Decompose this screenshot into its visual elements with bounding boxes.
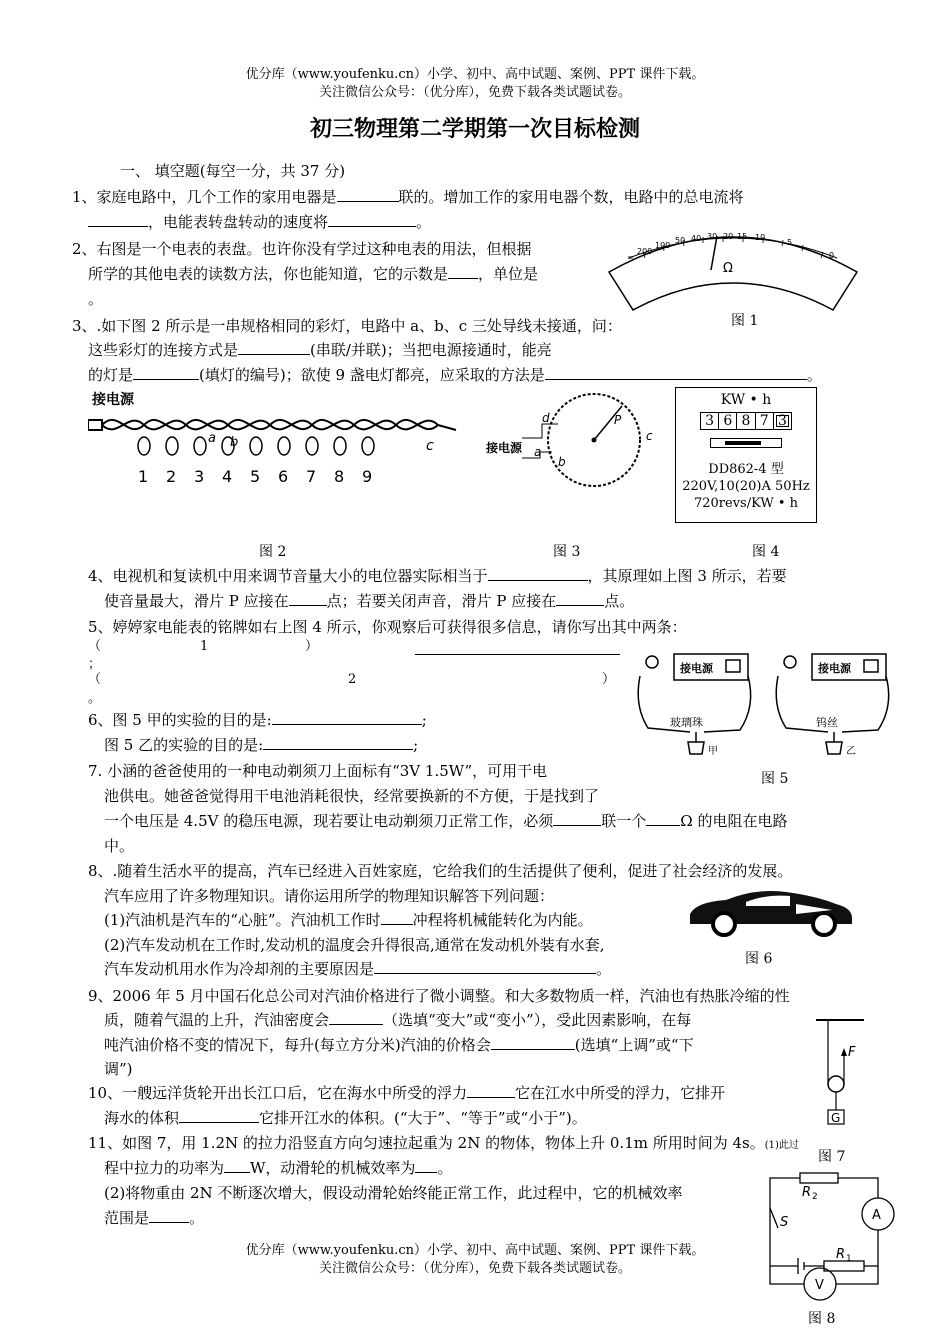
svg-text:F: F	[848, 1045, 856, 1060]
question-8-part-2-cont: 汽车发动机用水作为冷却剂的主要原因是 。	[104, 960, 612, 978]
scale-label: ∞	[627, 253, 634, 262]
light-number: 2	[166, 467, 177, 486]
question-2: 2、右图是一个电表的表盘。也许你没有学过这种电表的用法，但根据	[72, 240, 532, 258]
question-3: 3、.如下图 2 所示是一串规格相同的彩灯，电路中 a、b、c 三处导线未接通，问：	[72, 317, 622, 335]
scale-label: 100	[655, 241, 671, 250]
page-title: 初三物理第二学期第一次目标检测	[309, 116, 640, 142]
svg-text:a: a	[534, 445, 542, 459]
scale-label: 20	[723, 232, 734, 241]
svg-text:P: P	[614, 413, 622, 427]
svg-text:S: S	[780, 1215, 789, 1230]
light-number: 4	[222, 467, 233, 486]
header-line-1: 优分库（www.youfenku.cn）小学、初中、高中试题、案例、PPT 课件下载。	[245, 67, 705, 82]
figure-2-caption: 图 2	[259, 544, 287, 560]
meter-digit: 3	[701, 413, 719, 429]
scale-label: 50	[675, 236, 686, 245]
question-6-cont: 图 5 乙的实验的目的是: ;	[104, 736, 419, 754]
answer-2-paren-close: ）	[602, 672, 616, 687]
question-3-end: 的灯是 (填灯的编号)；欲使 9 盏电灯都亮，应采取的方法是 。	[88, 366, 822, 384]
answer-2-paren-open: （	[88, 672, 102, 687]
figure-1-caption: 图 1	[731, 313, 759, 329]
meter-digit: 7	[756, 413, 774, 429]
figure-1-meter	[603, 212, 863, 312]
light-number: 5	[250, 467, 261, 486]
figure-6-car	[686, 884, 856, 938]
svg-text:甲: 甲	[708, 746, 718, 757]
question-10-cont: 海水的体积 它排开江水的体积。(“大于”、“等于”或“小于”)。	[104, 1109, 587, 1127]
figure-8-circuit	[760, 1168, 900, 1310]
question-8-cont: 汽车应用了许多物理知识。请你运用所学的物理知识解答下列问题：	[104, 887, 555, 905]
question-4: 4、电视机和复读机中用来调节音量大小的电位器实际相当于 ，其原理如上图 3 所示，若要	[88, 567, 787, 585]
ohm-unit: Ω	[723, 261, 733, 276]
answer-2-end: 。	[88, 691, 102, 706]
light-number: 3	[194, 467, 205, 486]
figure-8-caption: 图 8	[808, 1311, 836, 1327]
svg-text:R: R	[836, 1247, 846, 1262]
footer-line-2: 关注微信公众号：（优分库），免费下载各类试题试卷。	[318, 1261, 631, 1276]
answer-1-number: 1	[200, 639, 209, 654]
svg-text:R: R	[802, 1185, 812, 1200]
light-number: 9	[362, 467, 373, 486]
figure-7-pulley	[808, 1014, 868, 1138]
question-9-end: 调”)	[104, 1060, 133, 1078]
svg-text:d: d	[542, 411, 550, 425]
question-11-part-2: (2)将物重由 2N 不断逐次增大，假设动滑轮始终能正常工作，此过程中，它的机械效率	[104, 1184, 683, 1202]
question-11-cont: 程中拉力的功率为 W，动滑轮的机械效率为 。	[104, 1159, 453, 1177]
question-7-cont2: 一个电压是 4.5V 的稳压电源，现若要让电动剃须刀正常工作，必须 联一个 Ω 的电阻在电路	[104, 812, 788, 830]
scale-label: 15	[737, 232, 748, 241]
answer-1-paren-close: ）	[305, 639, 319, 654]
question-6: 6、图 5 甲的实验的目的是: ;	[88, 711, 427, 729]
question-1: 1、家庭电路中，几个工作的家用电器是 联的。增加工作的家用电器个数，电路中的总电流将	[72, 188, 744, 206]
question-7: 7. 小涵的爸爸使用的一种电动剃须刀上面标有“3V 1.5W”，可用干电	[88, 762, 548, 780]
question-9-cont: 质，随着气温的上升，汽油密度会 （选填“变大”或“变小”），受此因素影响，在每	[104, 1011, 692, 1029]
question-8-part-1: (1)汽油机是汽车的“心脏”。汽油机工作时 冲程将机械能转化为内能。	[104, 911, 593, 929]
meter-digit-decimal: 3	[774, 413, 791, 429]
light-number: 7	[306, 467, 317, 486]
scale-label: 0	[829, 251, 835, 260]
svg-text:玻璃珠: 玻璃珠	[670, 716, 703, 729]
question-2-cont: 所学的其他电表的读数方法，你也能知道，它的示数是 ，单位是	[88, 265, 539, 283]
svg-text:A: A	[872, 1208, 881, 1223]
svg-text:接电源: 接电源	[680, 662, 713, 675]
answer-1-semicolon: ；	[88, 657, 102, 672]
svg-text:1: 1	[846, 1254, 852, 1264]
scale-label: 40	[691, 234, 702, 243]
svg-text:G: G	[831, 1111, 841, 1125]
meter-model: DD862-4 型	[708, 462, 784, 477]
power-label: 接电源	[92, 392, 134, 408]
svg-text:接电源: 接电源	[486, 441, 523, 455]
question-9-cont2: 吨汽油价格不变的情况下，每升(每立方分米)汽油的价格会 (选填“上调”或“下	[104, 1036, 694, 1054]
scale-label: 200	[637, 247, 653, 256]
question-8-part-2: (2)汽车发动机在工作时,发动机的温度会升得很高,通常在发动机外装有水套,	[104, 936, 605, 954]
meter-digits	[700, 412, 792, 430]
question-7-cont: 池供电。她爸爸觉得用干电池消耗很快，经常要换新的不方便，于是找到了	[104, 787, 600, 805]
svg-text:乙: 乙	[846, 746, 856, 757]
figure-6-caption: 图 6	[745, 951, 773, 967]
meter-disc-window	[710, 438, 782, 448]
question-5: 5、婷婷家电能表的铭牌如右上图 4 所示，你观察后可获得很多信息，请你写出其中两条：	[88, 618, 687, 636]
figure-5-caption: 图 5	[761, 771, 789, 787]
section-heading: 一、 填空题(每空一分，共 37 分)	[120, 162, 346, 180]
answer-2-number: 2	[348, 672, 357, 687]
answer-1-line	[415, 654, 620, 655]
question-10: 10、一艘远洋货轮开出长江口后，它在海水中所受的浮力 它在江水中所受的浮力，它排开	[88, 1084, 726, 1102]
header-line-2: 关注微信公众号：（优分库），免费下载各类试题试卷。	[318, 85, 631, 100]
figure-7-caption: 图 7	[818, 1149, 846, 1165]
figure-3-potentiometer	[482, 388, 662, 498]
answer-1-paren-open: （	[88, 639, 102, 654]
svg-text:b: b	[558, 455, 566, 469]
meter-digit: 6	[719, 413, 737, 429]
question-2-end: 。	[88, 290, 104, 308]
scale-label: 10	[755, 233, 766, 242]
svg-text:c: c	[426, 438, 434, 454]
question-1-cont: ，电能表转盘转动的速度将 。	[88, 211, 431, 233]
svg-text:a: a	[208, 431, 216, 446]
meter-digit: 8	[737, 413, 755, 429]
figure-5-experiments	[630, 646, 892, 764]
question-9: 9、2006 年 5 月中国石化总公司对汽油价格进行了微小调整。和大多数物质一样，汽油也有热胀冷缩的性	[88, 987, 790, 1005]
meter-rating: 220V,10(20)A 50Hz	[682, 479, 810, 494]
meter-unit: KW • h	[720, 392, 772, 408]
svg-text:钨丝: 钨丝	[816, 716, 838, 729]
figure-4-caption: 图 4	[752, 544, 780, 560]
question-7-end: 中。	[104, 837, 135, 855]
question-8: 8、.随着生活水平的提高，汽车已经进入百姓家庭，它给我们的生活提供了便利，促进了社会经济的发展。	[88, 862, 793, 880]
figure-4-meter-nameplate	[675, 387, 817, 523]
question-3-cont: 这些彩灯的连接方式是 (串联/并联)；当把电源接通时，能亮	[88, 341, 552, 359]
svg-text:b: b	[230, 435, 239, 450]
meter-needle	[711, 236, 717, 270]
figure-2-lights	[88, 388, 460, 496]
svg-text:接电源: 接电源	[818, 662, 851, 675]
scale-label: 30	[707, 232, 718, 241]
light-number: 6	[278, 467, 289, 486]
question-11: 11、如图 7，用 1.2N 的拉力沿竖直方向匀速拉起重为 2N 的物体，物体上升 0.1m 所用时间为 4s。(1)此过	[88, 1134, 799, 1152]
svg-text:c: c	[646, 429, 653, 443]
svg-text:V: V	[815, 1278, 824, 1293]
svg-text:2: 2	[812, 1192, 818, 1202]
meter-revs: 720revs/KW • h	[693, 496, 799, 511]
question-4-cont: 使音量最大，滑片 P 应接在 点；若要关闭声音，滑片 P 应接在 点。	[104, 592, 635, 610]
light-number: 1	[138, 467, 149, 486]
scale-label: 5	[787, 238, 793, 247]
question-11-part-2-cont: 范围是 。	[104, 1209, 205, 1227]
footer-line-1: 优分库（www.youfenku.cn）小学、初中、高中试题、案例、PPT 课件下载。	[245, 1243, 705, 1258]
figure-3-caption: 图 3	[553, 544, 581, 560]
light-number: 8	[334, 467, 345, 486]
